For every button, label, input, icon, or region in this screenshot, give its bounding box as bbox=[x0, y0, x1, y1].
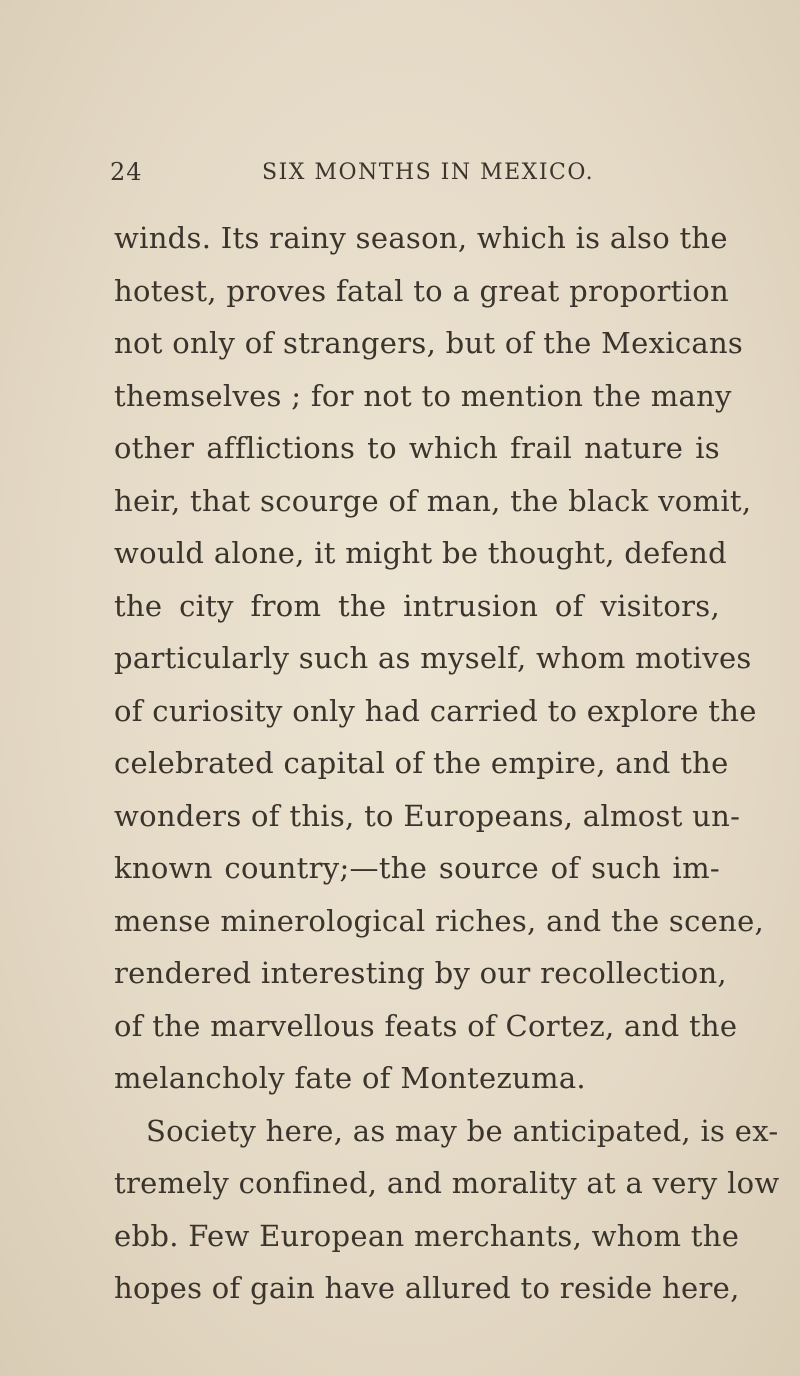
text-line: particularly such as myself, whom motives bbox=[114, 641, 752, 675]
text-line: melancholy fate of Montezuma. bbox=[114, 1061, 586, 1095]
text-line: of the marvellous feats of Cortez, and the bbox=[114, 1008, 738, 1043]
text-line: winds. Its rainy season, which is also the bbox=[114, 221, 728, 255]
text-line: of curiosity only had carried to explore the bbox=[114, 693, 757, 728]
page-header bbox=[0, 158, 800, 198]
text-line: mense minerological riches, and the scene, bbox=[114, 903, 765, 938]
text-line: the city from the intrusion of visitors, bbox=[114, 588, 720, 623]
text-line: known country;—the source of such im- bbox=[114, 851, 720, 885]
text-line: hopes of gain have allured to reside here, bbox=[114, 1271, 740, 1305]
text-line: other afflictions to which frail nature is bbox=[114, 431, 720, 465]
text-line: heir, that scourge of man, the black vomit, bbox=[114, 483, 752, 518]
text-line: tremely confined, and morality at a very low bbox=[114, 1166, 780, 1200]
text-line: would alone, it might be thought, defend bbox=[114, 536, 727, 570]
text-line: not only of strangers, but of the Mexicans bbox=[114, 326, 744, 360]
text-line: celebrated capital of the empire, and the bbox=[114, 746, 729, 780]
body-text bbox=[114, 212, 780, 1315]
text-line: rendered interesting by our recollection, bbox=[114, 956, 727, 990]
text-line: ebb. Few European merchants, whom the bbox=[114, 1218, 740, 1253]
running-head: SIX MONTHS IN MEXICO. bbox=[262, 160, 595, 185]
text-line: themselves ; for not to mention the many bbox=[114, 378, 732, 413]
text-line: Society here, as may be anticipated, is ex- bbox=[146, 1113, 779, 1148]
text-line: hotest, proves fatal to a great proportion bbox=[114, 273, 729, 308]
page-number: 24 bbox=[110, 158, 143, 186]
text-line: wonders of this, to Europeans, almost un- bbox=[114, 798, 741, 833]
